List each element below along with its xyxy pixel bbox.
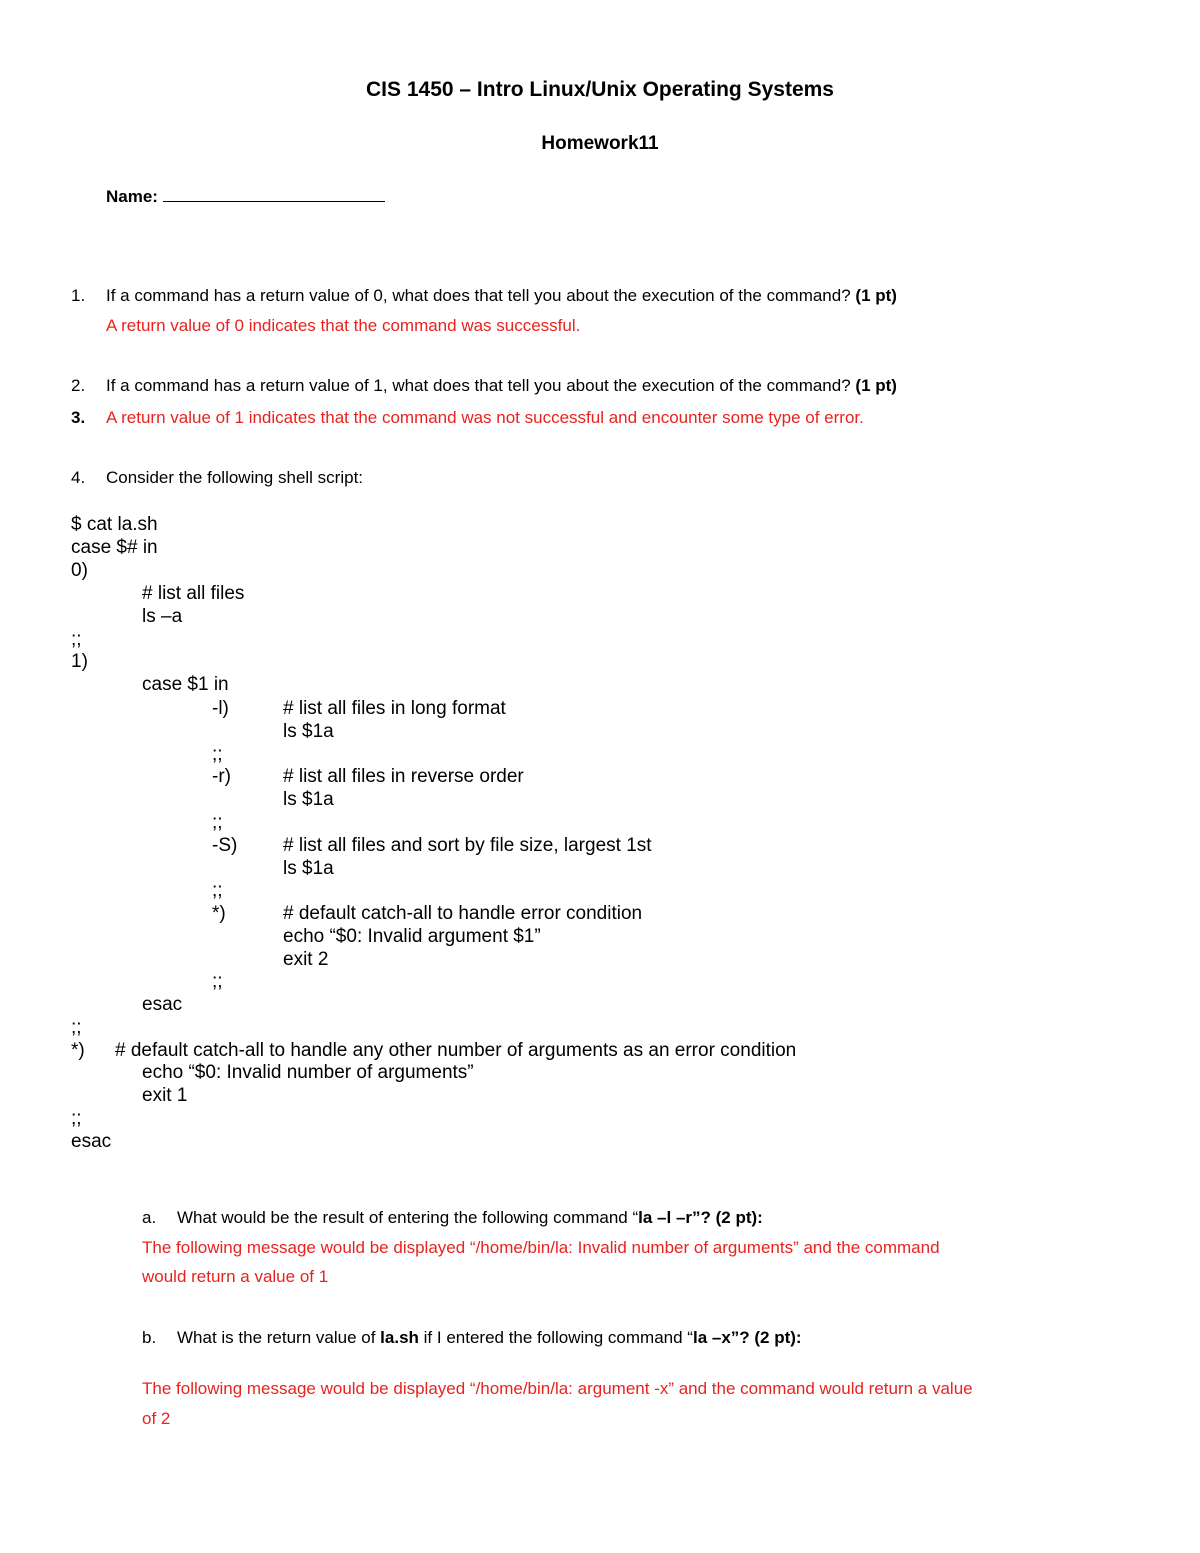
- question-text: If a command has a return value of 0, what does that tell you about the execution of the command?: [106, 286, 851, 305]
- script-line: # default catch-all to handle any other number of arguments as an error condition: [115, 1040, 797, 1061]
- answer-a-line1: The following message would be displayed “/home/bin/la: Invalid number of arguments” and the command: [142, 1238, 940, 1257]
- script-line: echo “$0: Invalid argument $1”: [283, 926, 541, 947]
- script-line: # list all files in reverse order: [283, 766, 524, 787]
- question-number: 1.: [71, 286, 86, 305]
- script-line: $ cat la.sh: [71, 514, 158, 535]
- script-line: case $1 in: [142, 674, 229, 695]
- question-2-text: [106, 377, 897, 394]
- subquestion-text: What is the return value of: [177, 1328, 376, 1347]
- question-4-number: 4.: [71, 468, 86, 487]
- subquestion-a-text: [177, 1209, 763, 1226]
- script-line: esac: [142, 994, 183, 1015]
- question-number: 2.: [71, 376, 86, 395]
- question-1: [71, 287, 85, 304]
- script-line: ls $1a: [283, 789, 334, 810]
- script-line: -l): [212, 698, 229, 719]
- script-line: ;;: [71, 629, 82, 650]
- script-line: echo “$0: Invalid number of arguments”: [142, 1062, 474, 1083]
- subquestion-text: What would be the result of entering the following command “: [177, 1208, 639, 1227]
- script-line: esac: [71, 1131, 112, 1152]
- name-blank-line: [163, 187, 385, 202]
- name-label: Name:: [106, 187, 158, 206]
- question-1-text: [106, 287, 897, 304]
- script-line: ;;: [212, 812, 223, 833]
- question-2: [71, 377, 85, 394]
- question-text: If a command has a return value of 1, what does that tell you about the execution of the command?: [106, 376, 851, 395]
- script-line: exit 1: [142, 1085, 188, 1106]
- question-3-number: 3.: [71, 408, 86, 427]
- subquestion-command: la –x: [692, 1328, 731, 1347]
- script-line: case $# in: [71, 537, 158, 558]
- script-line: # list all files and sort by file size, largest 1st: [283, 835, 652, 856]
- subquestion-b-letter: b.: [142, 1328, 157, 1347]
- question-points: (1 pt): [855, 376, 897, 395]
- answer-b-line1: The following message would be displayed “/home/bin/la: argument -x” and the command would return a value: [142, 1379, 973, 1398]
- name-field: [106, 187, 385, 205]
- script-line: ;;: [71, 1108, 82, 1129]
- script-line: ;;: [71, 1017, 82, 1038]
- script-line: # list all files: [142, 583, 245, 604]
- subquestion-text-mid: if I entered the following command “: [423, 1328, 693, 1347]
- script-line: # default catch-all to handle error condition: [283, 903, 643, 924]
- answer-a-line2: would return a value of 1: [142, 1267, 329, 1286]
- script-line: ;;: [212, 971, 223, 992]
- question-points: (1 pt): [855, 286, 897, 305]
- document-title: CIS 1450 – Intro Linux/Unix Operating Systems: [366, 78, 834, 101]
- script-line: *): [71, 1040, 85, 1061]
- script-line: 0): [71, 560, 88, 581]
- script-line: ls –a: [142, 606, 183, 627]
- subquestion-command: la –l –r: [638, 1208, 693, 1227]
- script-line: *): [212, 903, 226, 924]
- subquestion-file: la.sh: [380, 1328, 419, 1347]
- question-4-text: Consider the following shell script:: [106, 468, 364, 487]
- script-line: ;;: [212, 744, 223, 765]
- answer-2: A return value of 1 indicates that the command was not successful and encounter some type of error.: [106, 408, 864, 427]
- answer-1: A return value of 0 indicates that the command was successful.: [106, 316, 581, 335]
- script-line: exit 2: [283, 949, 329, 970]
- script-line: 1): [71, 651, 88, 672]
- subquestion-a-letter: a.: [142, 1208, 157, 1227]
- script-line: ls $1a: [283, 721, 334, 742]
- script-line: # list all files in long format: [283, 698, 506, 719]
- script-line: ls $1a: [283, 858, 334, 879]
- answer-b-line2: of 2: [142, 1409, 171, 1428]
- subquestion-b-text: [177, 1329, 802, 1346]
- subquestion-points: ”? (2 pt):: [692, 1208, 763, 1227]
- subquestion-points: ”? (2 pt):: [730, 1328, 802, 1347]
- document-subtitle: Homework11: [541, 133, 659, 154]
- script-line: -S): [212, 835, 238, 856]
- script-line: ;;: [212, 880, 223, 901]
- script-line: -r): [212, 766, 231, 787]
